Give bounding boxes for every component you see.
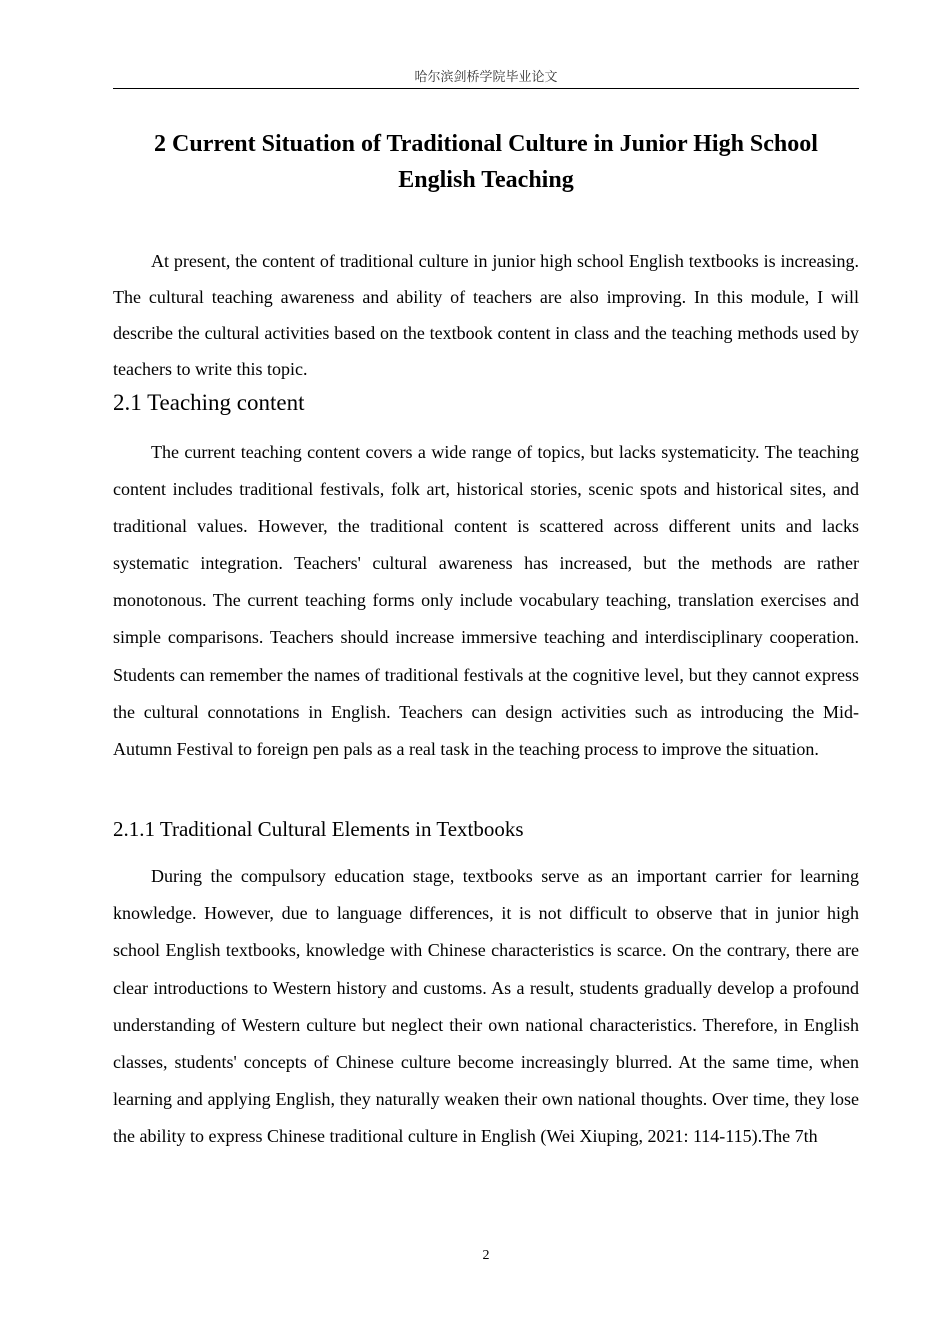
page-number: 2	[482, 1248, 490, 1263]
section-heading-2-1-1: 2.1.1 Traditional Cultural Elements in Textbooks	[113, 817, 524, 841]
intro-paragraph: At present, the content of traditional culture in junior high school English textbooks is increasing. The cultural teaching awareness and ability of teachers are also improving. In this module, I will describe the cultural activities based on the textbook content in class and the teaching methods used by teachers to write this topic.	[113, 251, 859, 379]
section-2-1-paragraph: The current teaching content covers a wide range of topics, but lacks systematicity. The teaching content includes traditional festivals, folk art, historical stories, scenic spots and historical sites, and traditional values. However, the traditional content is scattered across different units and lacks systematic integration. Teachers' cultural awareness has increased, but the methods are rather monotonous. The current teaching forms only include vocabulary teaching, translation exercises and simple comparisons. Teachers should increase immersive teaching and interdisciplinary cooperation. Students can remember the names of traditional festivals at the cognitive level, but they cannot express the cultural connotations in English. Teachers can design activities such as introducing the Mid-Autumn Festival to foreign pen pals as a real task in the teaching process to improve the situation.	[113, 442, 859, 759]
section-heading-2-1: 2.1 Teaching content	[113, 390, 305, 415]
section-2-1-1-paragraph: During the compulsory education stage, textbooks serve as an important carrier for learning knowledge. However, due to language differences, it is not difficult to observe that in junior high school English textbooks, knowledge with Chinese characteristics is scarce. On the contrary, there are clear introductions to Western history and customs. As a result, students gradually develop a profound understanding of Western culture but neglect their own national characteristics. Therefore, in English classes, students' concepts of Chinese culture become increasingly blurred. At the same time, when learning and applying English, they naturally weaken their own national thoughts. Over time, they lose the ability to express Chinese traditional culture in English (Wei Xiuping, 2021: 114-115).The 7th	[113, 866, 859, 1147]
header-divider	[113, 88, 859, 89]
chapter-title: 2 Current Situation of Traditional Culture in Junior High School English Teaching	[154, 131, 818, 193]
running-header: 哈尔滨剑桥学院毕业论文	[414, 70, 558, 85]
